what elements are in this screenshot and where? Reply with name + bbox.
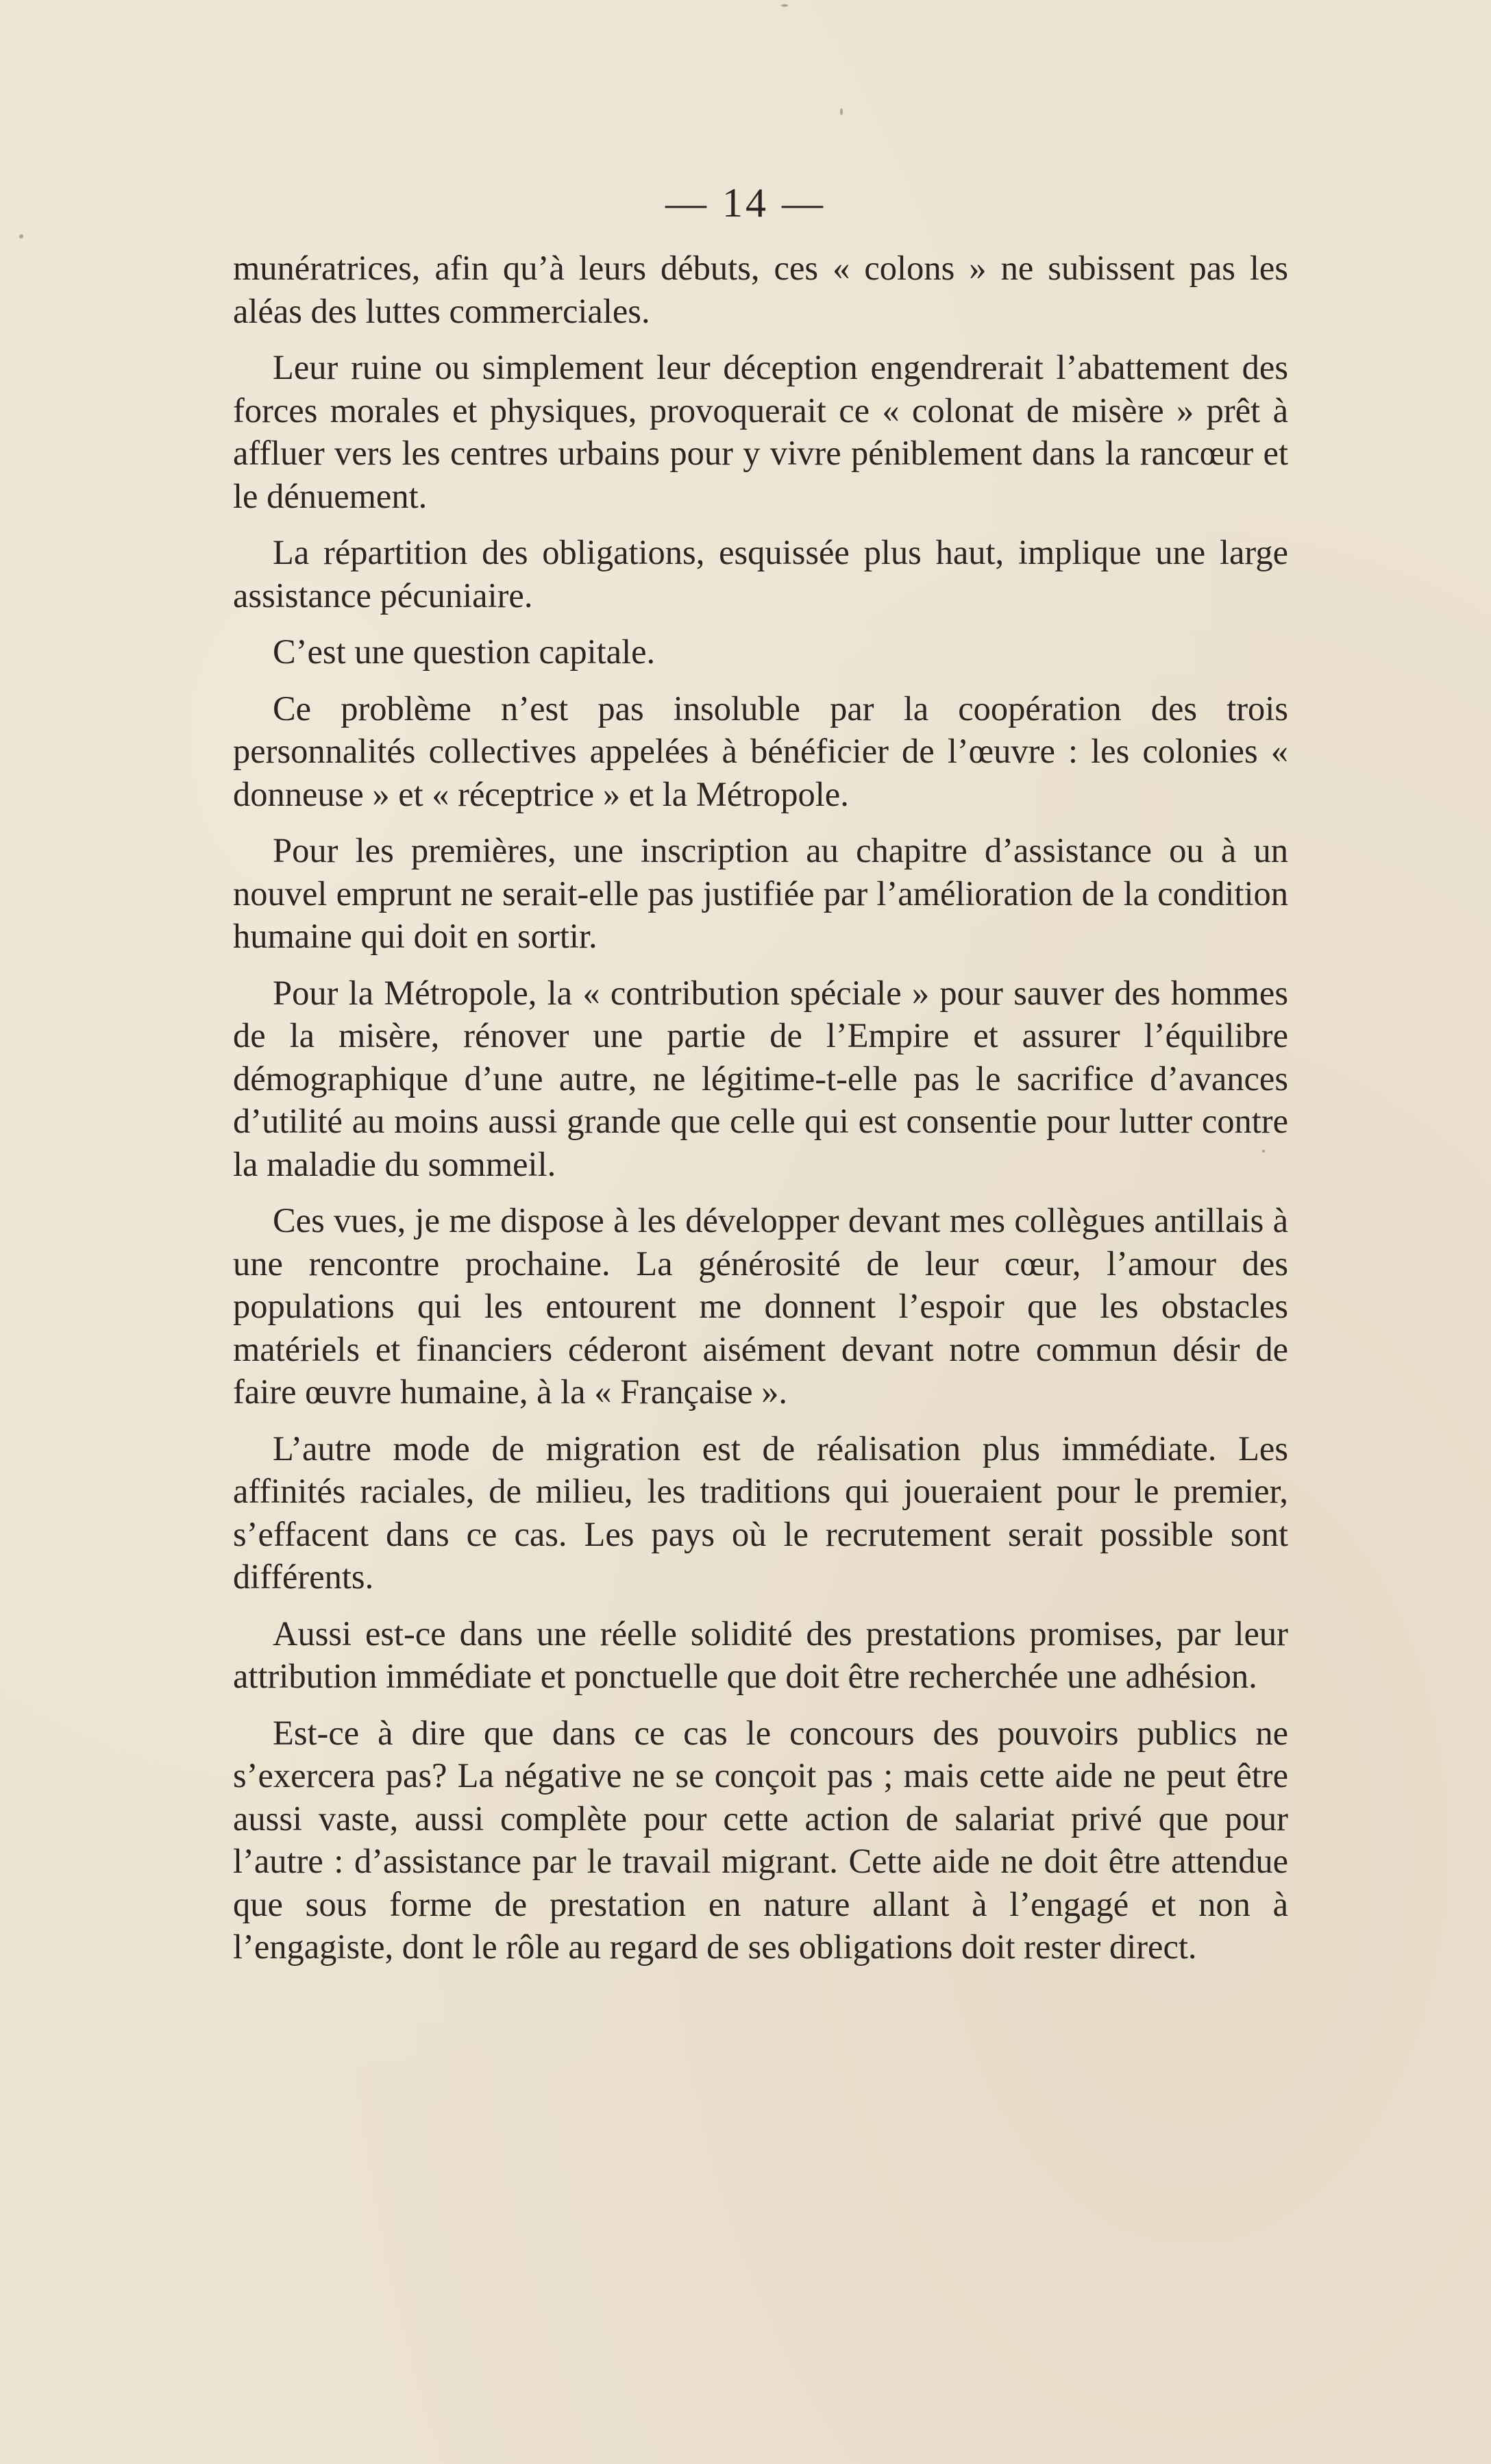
paper-speck: [781, 4, 788, 7]
paragraph-7: Pour la Métropole, la « contribution spéciale » pour sauver des hommes de la misère, rénover une partie de l’Empire et assurer l’équilibre démographique d’une autre, ne légitime-t-elle pas le sacrifice d’avances d’utilité au moins aussi grande que celle qui est consentie pour lutter contre la maladie du sommeil.: [233, 973, 1288, 1183]
paragraph-1: munératrices, afin qu’à leurs débuts, ces « colons » ne subissent pas les aléas des luttes commerciales.: [233, 249, 1288, 330]
paragraph-9: L’autre mode de migration est de réalisation plus immédiate. Les affinités raciales, de milieu, les traditions qui joueraient pour le premier, s’effacent dans ce cas. Les pays où le recrutement serait possible sont différents.: [233, 1429, 1288, 1596]
paragraph-8: Ces vues, je me dispose à les développer devant mes collègues antillais à une rencontre prochaine. La générosité de leur cœur, l’amour des populations qui les entourent me donnent l’espoir que les obstacles matériels et financiers céderont aisément devant notre commun désir de faire œuvre humaine, à la « Française ».: [233, 1201, 1288, 1411]
paragraph-11: Est-ce à dire que dans ce cas le concours des pouvoirs publics ne s’exercera pas? La négative ne se conçoit pas ; mais cette aide ne peut être aussi vaste, aussi complète pour cette action de salariat privé que pour l’autre : d’assistance par le travail migrant. Cette aide ne doit être attendue que sous forme de prestation en nature allant à l’engagé et non à l’engagiste, dont le rôle au regard de ses obligations doit rester direct.: [233, 1713, 1288, 1966]
paragraph-10: Aussi est-ce dans une réelle solidité des prestations promises, par leur attribution immédiate et ponctuelle que doit être recherchée une adhésion.: [233, 1614, 1288, 1695]
body-text: [233, 247, 1288, 1982]
paragraph-3: La répartition des obligations, esquissée plus haut, implique une large assistance pécuniaire.: [233, 533, 1288, 615]
paragraph-2: Leur ruine ou simplement leur déception engendrerait l’abattement des forces morales et physiques, provoquerait ce « colonat de misère » prêt à affluer vers les centres urbains pour y vivre péniblement dans la rancœur et le dénuement.: [233, 348, 1288, 515]
paper-speck: [840, 108, 843, 115]
paragraph-6: Pour les premières, une inscription au chapitre d’assistance ou à un nouvel emprunt ne serait-elle pas justifiée par l’amélioration de la condition humaine qui doit en sortir.: [233, 831, 1288, 955]
paragraph-4: C’est une question capitale.: [273, 632, 656, 671]
page-number: — 14 —: [665, 180, 826, 225]
paragraph-5: Ce problème n’est pas insoluble par la coopération des trois personnalités collectives appelées à bénéficier de l’œuvre : les colonies « donneuse » et « réceptrice » et la Métropole.: [233, 689, 1288, 813]
paper-speck: [19, 234, 23, 238]
paper-speck: [1262, 1150, 1265, 1153]
